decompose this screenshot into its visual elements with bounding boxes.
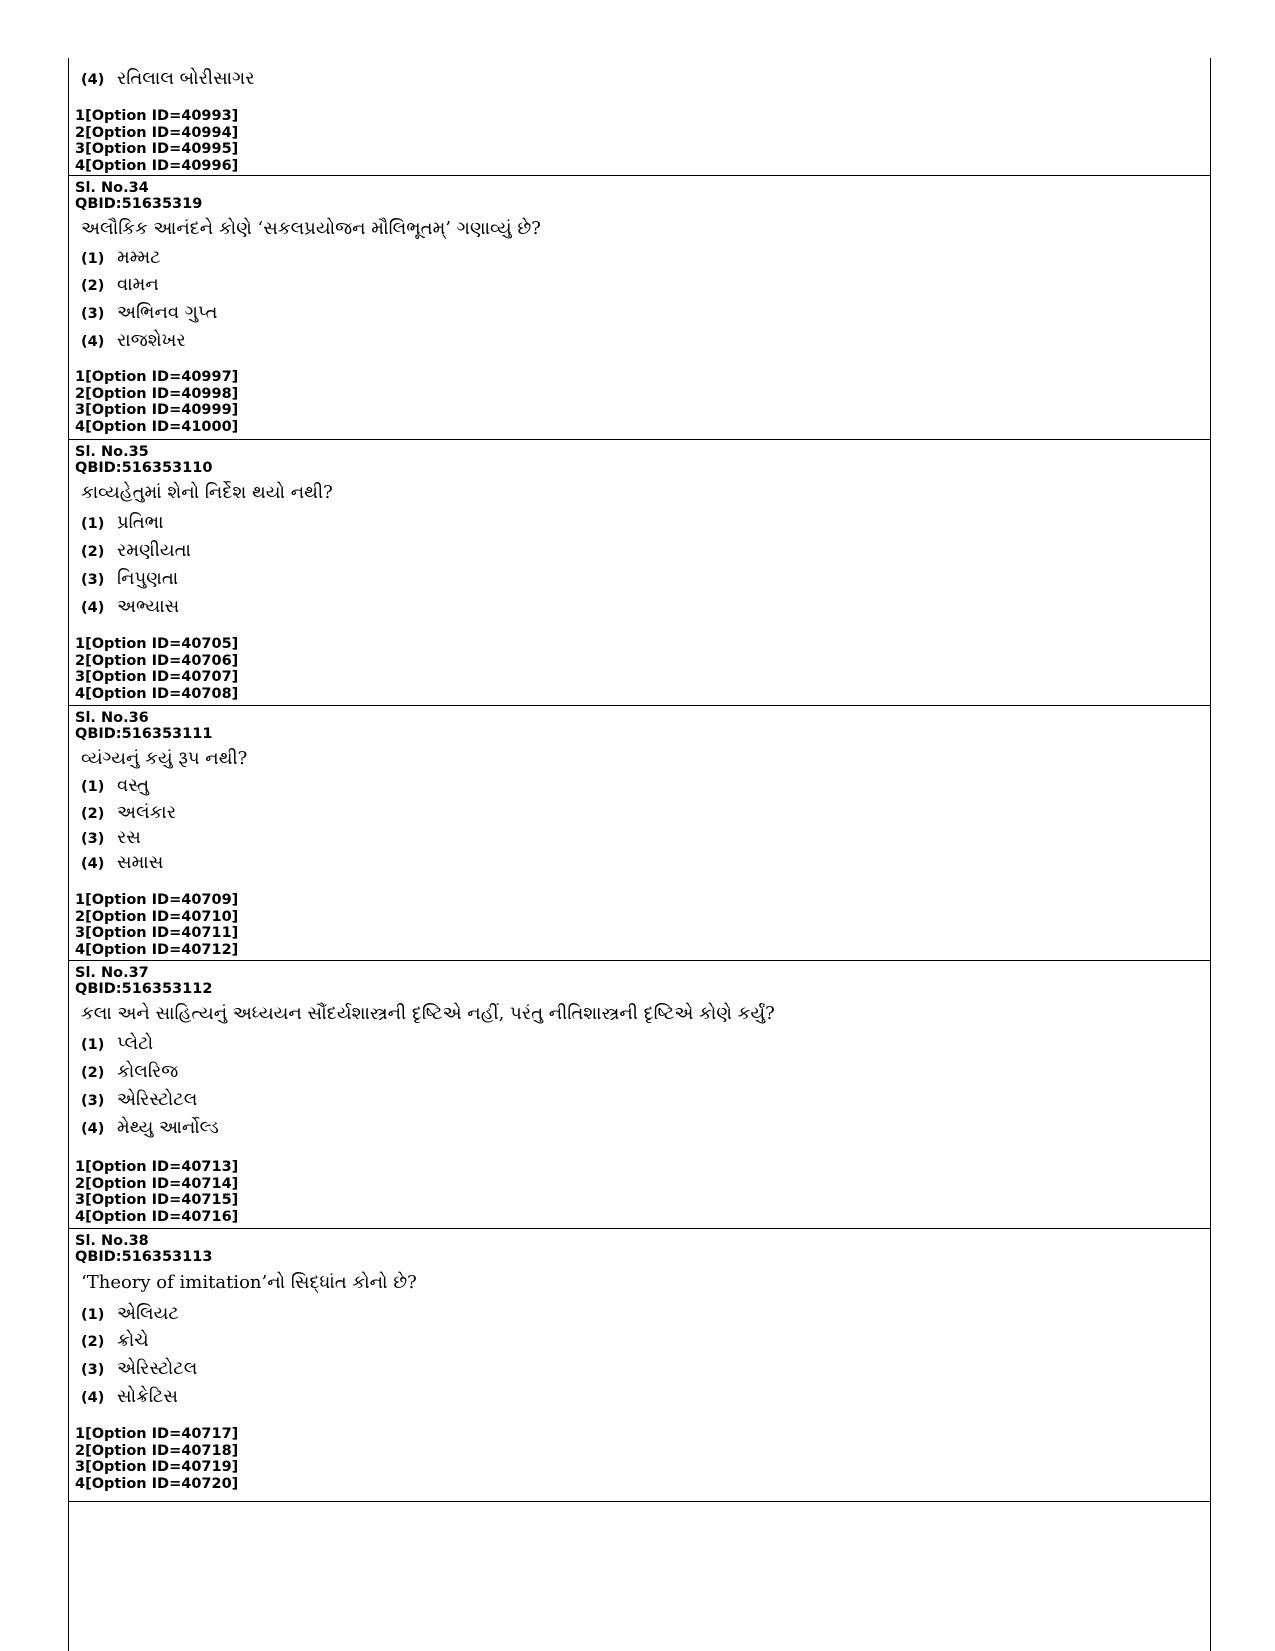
serial-number: Sl. No.37	[75, 965, 149, 981]
option-text: એરિસ્ટોટલ	[117, 1089, 198, 1110]
question-block-38	[69, 1228, 1210, 1502]
option-id: 4[Option ID=41000]	[75, 418, 239, 435]
option-text: સોક્રેટિસ	[117, 1386, 178, 1407]
option-4	[81, 1386, 178, 1407]
serial-number: Sl. No.34	[75, 180, 149, 196]
option-text: મમ્મટ	[117, 247, 161, 268]
option-id: 2[Option ID=40994]	[75, 124, 239, 141]
question-text: કાવ્યહેતુમાં શેનો નિર્દેશ થયો નથી?	[81, 482, 333, 503]
option-id: 3[Option ID=40715]	[75, 1192, 239, 1208]
option-id: 4[Option ID=40716]	[75, 1208, 239, 1225]
option-number: (3)	[81, 1362, 105, 1378]
option-id-list	[75, 1159, 238, 1225]
option-2	[81, 1061, 178, 1082]
option-2	[81, 802, 176, 823]
option-id: 2[Option ID=40998]	[75, 385, 239, 402]
option-number: (2)	[81, 1065, 105, 1081]
option-4	[81, 330, 186, 351]
option-id-list	[75, 108, 238, 174]
option-number: (4)	[81, 1390, 105, 1406]
option-2	[81, 1330, 149, 1351]
option-number: (4)	[81, 600, 105, 616]
option-number: (2)	[81, 1334, 105, 1350]
question-block-36	[69, 705, 1210, 961]
option-text: નિપુણતા	[117, 568, 179, 589]
option-3	[81, 827, 141, 848]
option-2	[81, 274, 159, 295]
option-number: (4)	[81, 72, 105, 88]
option-text: રમણીયતા	[117, 540, 191, 561]
option-number: (3)	[81, 831, 105, 847]
option-4	[81, 852, 163, 873]
question-block-37	[69, 960, 1210, 1229]
option-text: વસ્તુ	[117, 775, 150, 796]
question-text: કલા અને સાહિત્યનું અધ્યયન સૌંદર્યશાસ્ત્રની દૃષ્ટિએ નહીં, પરંતુ નીતિશાસ્ત્રની દૃષ્ટિએ કોણે કર્યું?	[81, 1003, 775, 1024]
question-block-33-tail	[69, 58, 1210, 175]
option-text: કોલરિજ	[117, 1061, 179, 1082]
option-id: 2[Option ID=40710]	[75, 908, 239, 925]
option-text: પ્રતિભા	[117, 512, 164, 533]
option-number: (2)	[81, 806, 105, 822]
option-number: (1)	[81, 779, 105, 795]
option-number: (1)	[81, 516, 105, 532]
option-3	[81, 302, 217, 323]
option-id: 1[Option ID=40993]	[75, 108, 239, 124]
option-number: (4)	[81, 334, 105, 350]
option-number: (3)	[81, 1093, 105, 1109]
option-number: (1)	[81, 1037, 105, 1053]
option-1	[81, 1033, 153, 1054]
option-text: પ્લેટો	[117, 1033, 154, 1054]
option-id: 3[Option ID=40707]	[75, 669, 239, 685]
qbid: QBID:516353113	[75, 1249, 213, 1265]
option-id: 3[Option ID=40719]	[75, 1459, 239, 1475]
option-id: 1[Option ID=40713]	[75, 1159, 239, 1175]
option-3	[81, 1089, 197, 1110]
option-id: 3[Option ID=40711]	[75, 925, 239, 941]
option-number: (3)	[81, 572, 105, 588]
serial-number: Sl. No.36	[75, 710, 149, 726]
option-4	[81, 68, 255, 89]
option-id: 3[Option ID=40995]	[75, 141, 239, 157]
option-text: રાજશેખર	[117, 330, 186, 351]
option-text: એલિયટ	[117, 1303, 179, 1324]
option-id-list	[75, 636, 238, 702]
option-id: 4[Option ID=40720]	[75, 1475, 239, 1492]
question-text: અલૌકિક આનંદને કોણે ‘સકલપ્રયોજન મૌલિભૂતમ્’ ગણાવ્યું છે?	[81, 218, 541, 239]
option-text: એરિસ્ટોટલ	[117, 1358, 198, 1379]
option-id: 4[Option ID=40708]	[75, 685, 239, 702]
option-4	[81, 596, 179, 617]
option-id: 1[Option ID=40705]	[75, 636, 239, 652]
option-text: વામન	[117, 274, 159, 295]
option-id: 1[Option ID=40997]	[75, 369, 239, 385]
option-text: અલંકાર	[117, 802, 177, 823]
option-number: (1)	[81, 1307, 105, 1323]
option-id: 4[Option ID=40712]	[75, 941, 239, 958]
table-bottom-divider	[69, 1501, 1210, 1502]
question-text: વ્યંગ્યનું કયું રૂપ નથી?	[81, 748, 248, 769]
question-text: ‘Theory of imitation’નો સિદ્ધાંત કોનો છે?	[81, 1272, 417, 1293]
option-text: અભિનવ ગુપ્ત	[117, 302, 218, 323]
qbid: QBID:516353110	[75, 460, 213, 476]
option-text: સમાસ	[117, 852, 164, 873]
qbid: QBID:516353112	[75, 981, 213, 997]
question-block-35	[69, 439, 1210, 706]
option-1	[81, 247, 161, 268]
option-3	[81, 568, 178, 589]
option-id: 1[Option ID=40717]	[75, 1426, 239, 1442]
option-text: રતિલાલ બોરીસાગર	[117, 68, 255, 89]
option-number: (4)	[81, 856, 105, 872]
option-text: રસ	[117, 827, 141, 848]
option-4	[81, 1117, 219, 1138]
qbid: QBID:516353111	[75, 726, 213, 742]
qbid: QBID:51635319	[75, 196, 203, 212]
option-id-list	[75, 369, 238, 435]
option-id: 2[Option ID=40706]	[75, 652, 239, 669]
option-id-list	[75, 1426, 238, 1492]
option-text: ક્રોચે	[117, 1330, 149, 1351]
option-id-list	[75, 892, 238, 958]
option-1	[81, 1303, 179, 1324]
serial-number: Sl. No.35	[75, 444, 149, 460]
option-text: અભ્યાસ	[117, 596, 180, 617]
question-paper-frame	[68, 58, 1211, 1651]
option-number: (2)	[81, 544, 105, 560]
option-id: 3[Option ID=40999]	[75, 402, 239, 418]
option-2	[81, 540, 191, 561]
option-1	[81, 512, 164, 533]
option-number: (2)	[81, 278, 105, 294]
option-id: 4[Option ID=40996]	[75, 157, 239, 174]
option-text: મેથ્યુ આર્નોલ્ડ	[117, 1117, 219, 1138]
option-number: (1)	[81, 251, 105, 267]
option-3	[81, 1358, 197, 1379]
question-block-34	[69, 175, 1210, 440]
option-number: (4)	[81, 1121, 105, 1137]
option-id: 1[Option ID=40709]	[75, 892, 239, 908]
option-1	[81, 775, 149, 796]
serial-number: Sl. No.38	[75, 1233, 149, 1249]
option-id: 2[Option ID=40714]	[75, 1175, 239, 1192]
option-number: (3)	[81, 306, 105, 322]
option-id: 2[Option ID=40718]	[75, 1442, 239, 1459]
